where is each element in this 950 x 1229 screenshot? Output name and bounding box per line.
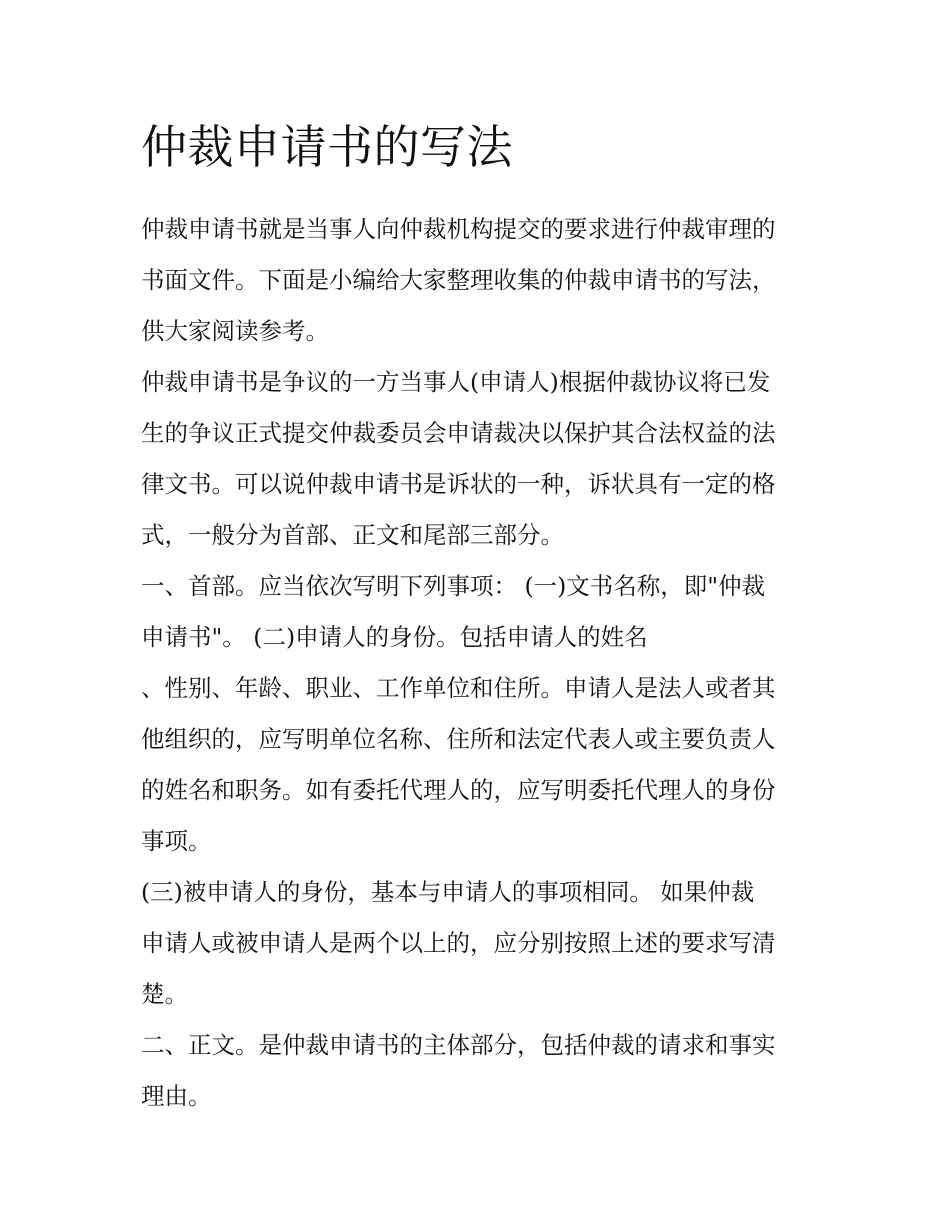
text-line: 的姓名和职务。如有委托代理人的，应写明委托代理人的身份 [141, 776, 776, 804]
text-line: 式，一般分为首部、正文和尾部三部分。 [141, 521, 564, 549]
text-line: 申请书"。 (二)申请人的身份。包括申请人的姓名 [141, 623, 648, 651]
text-line: 楚。 [141, 980, 188, 1008]
document-body [141, 204, 816, 1122]
text-line: 律文书。可以说仲裁申请书是诉状的一种，诉状具有一定的格 [141, 470, 776, 498]
text-line: 理由。 [141, 1082, 212, 1110]
text-line: 仲裁申请书就是当事人向仲裁机构提交的要求进行仲裁审理的 [141, 215, 776, 243]
text-line: 一、首部。应当依次写明下列事项： (一)文书名称，即"仲裁 [141, 572, 766, 600]
document-title: 仲裁申请书的写法 [141, 120, 513, 174]
text-line: 他组织的，应写明单位名称、住所和法定代表人或主要负责人 [141, 725, 776, 753]
text-line: 申请人或被申请人是两个以上的，应分别按照上述的要求写清 [141, 929, 776, 957]
document-content [141, 112, 816, 1122]
text-line: (三)被申请人的身份，基本与申请人的事项相同。 如果仲裁 [141, 878, 755, 906]
text-line: 、性别、年龄、职业、工作单位和住所。申请人是法人或者其 [141, 674, 776, 702]
text-line: 事项。 [141, 827, 212, 855]
text-line: 书面文件。下面是小编给大家整理收集的仲裁申请书的写法， [141, 266, 776, 294]
text-line: 仲裁申请书是争议的一方当事人(申请人)根据仲裁协议将已发 [141, 368, 771, 396]
text-line: 生的争议正式提交仲裁委员会申请裁决以保护其合法权益的法 [141, 419, 776, 447]
text-line: 供大家阅读参考。 [141, 317, 329, 345]
text-line: 二、正文。是仲裁申请书的主体部分，包括仲裁的请求和事实 [141, 1031, 776, 1059]
